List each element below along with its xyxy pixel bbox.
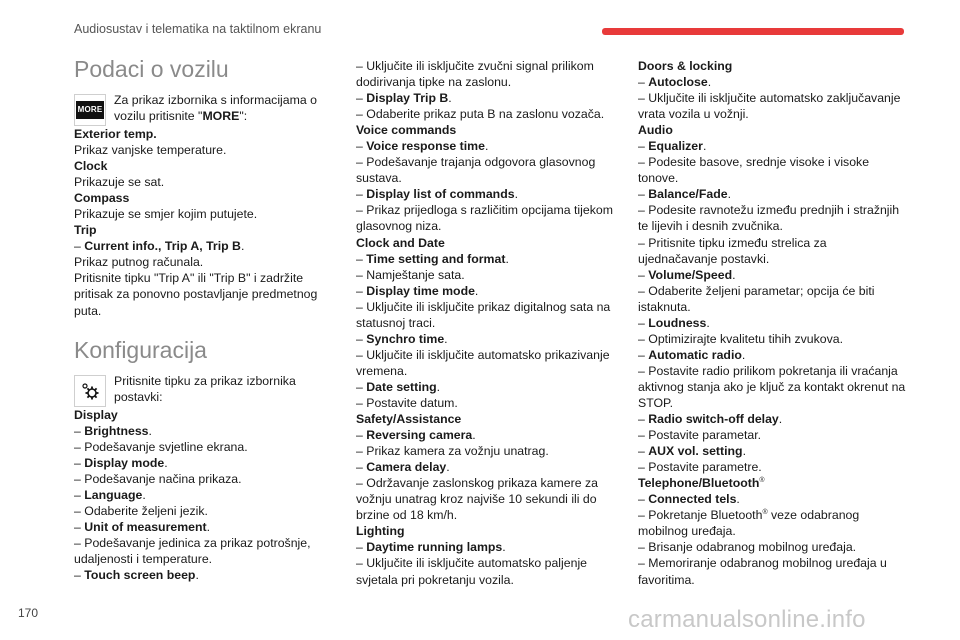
section-title-vehicle-data: Podaci o vozilu — [74, 56, 229, 82]
list-item: – Voice response time. — [356, 139, 489, 154]
list-item: Clock and Date — [356, 235, 445, 250]
config-intro-text: Pritisnite tipku za prikaz izbornika postavki: — [114, 373, 296, 404]
list-item: – Uključite ili isključite prikaz digitalnog sata na statusnoj traci. — [356, 299, 611, 330]
list-item: – Podešavanje jedinica za prikaz potrošnje, udaljenosti i temperature. — [74, 535, 311, 566]
list-item: Prikaz vanjske temperature. — [74, 143, 227, 158]
list-item: – Podešavanje trajanja odgovora glasovnog sustava. — [356, 155, 596, 186]
list-item: Display — [74, 407, 118, 422]
list-item: – Održavanje zaslonskog prikaza kamere za vožnju unatrag kroz najviše 10 sekundi ili do brzine od 18 km/h. — [356, 476, 598, 523]
list-item: – Time setting and format. — [356, 251, 509, 266]
list-item: – Autoclose. — [638, 75, 712, 90]
list-item: – Uključite ili isključite zvučni signal prilikom dodirivanja tipke na zaslonu. — [356, 59, 594, 90]
settings-gear-icon — [74, 375, 106, 407]
list-item: – Pokretanje Bluetooth® veze odabranog mobilnog uređaja. — [638, 508, 860, 539]
list-item: – Postavite parametre. — [638, 460, 762, 475]
list-item: – Equalizer. — [638, 139, 707, 154]
list-item: Clock — [74, 159, 108, 174]
config-intro-row — [74, 373, 329, 407]
list-item: – Automatic radio. — [638, 347, 746, 362]
list-item: – Display time mode. — [356, 283, 479, 298]
list-item: Doors & locking — [638, 59, 733, 73]
more-icon-label: MORE — [76, 101, 105, 119]
list-item: – Postavite datum. — [356, 395, 458, 410]
list-item: – Date setting. — [356, 379, 441, 394]
more-intro-text: Za prikaz izbornika s informacijama o vozilu pritisnite "MORE": — [114, 93, 317, 124]
list-item: – Touch screen beep. — [74, 568, 199, 583]
list-item: Lighting — [356, 524, 405, 539]
list-item: – Optimizirajte kvalitetu tihih zvukova. — [638, 331, 844, 346]
list-item: – Podesite basove, srednje visoke i visoke tonove. — [638, 155, 870, 186]
more-button-icon — [74, 94, 106, 126]
list-item: – Prikaz prijedloga s različitim opcijama tijekom glasovnog niza. — [356, 203, 613, 234]
list-item: – Prikaz kamera za vožnju unatrag. — [356, 444, 549, 459]
watermark: carmanualsonline.info — [628, 606, 866, 633]
list-item: – Namještanje sata. — [356, 267, 465, 282]
list-item: – Connected tels. — [638, 492, 740, 507]
settings-list-col3 — [638, 58, 908, 588]
list-item: – Balance/Fade. — [638, 187, 731, 202]
page-number: 170 — [18, 606, 39, 620]
list-item: – Camera delay. — [356, 460, 450, 475]
list-item: – Odaberite željeni jezik. — [74, 503, 208, 518]
list-item: – Podešavanje načina prikaza. — [74, 471, 242, 486]
header-accent-bar — [602, 28, 904, 35]
list-item: Trip — [74, 223, 97, 238]
section-title-configuration: Konfiguracija — [74, 336, 207, 363]
list-item: – Display list of commands. — [356, 187, 518, 202]
list-item: – AUX vol. setting. — [638, 444, 746, 459]
list-item: Pritisnite tipku "Trip A" ili "Trip B" i zadržite pritisak za ponovno postavljanje predmetnog puta. — [74, 271, 318, 318]
list-item: – Display mode. — [74, 455, 168, 470]
column-1 — [74, 56, 329, 583]
list-item: – Podešavanje svjetline ekrana. — [74, 439, 248, 454]
list-item: Voice commands — [356, 123, 457, 138]
configuration-list — [74, 407, 329, 584]
list-item: – Unit of measurement. — [74, 519, 210, 534]
column-2 — [356, 58, 618, 588]
list-item: Safety/Assistance — [356, 412, 462, 427]
list-item: Prikaz putnog računala. — [74, 255, 204, 270]
list-item: – Postavite parametar. — [638, 428, 762, 443]
list-item: – Display Trip B. — [356, 91, 452, 106]
list-item: Compass — [74, 191, 130, 206]
list-item: – Odaberite prikaz puta B na zaslonu vozača. — [356, 107, 605, 122]
list-item: Telephone/Bluetooth® — [638, 476, 765, 491]
list-item: – Synchro time. — [356, 331, 448, 346]
list-item: Prikazuje se sat. — [74, 175, 165, 190]
list-item: – Brightness. — [74, 423, 152, 438]
list-item: – Language. — [74, 487, 146, 502]
list-item: Audio — [638, 123, 673, 138]
list-item: – Reversing camera. — [356, 428, 476, 443]
vehicle-data-list — [74, 126, 329, 319]
list-item: – Uključite ili isključite automatsko prikazivanje vremena. — [356, 347, 610, 378]
list-item: – Memoriranje odabranog mobilnog uređaja u favoritima. — [638, 556, 887, 587]
list-item: – Uključite ili isključite automatsko paljenje svjetala pri pokretanju vozila. — [356, 556, 588, 587]
running-header: Audiosustav i telematika na taktilnom ekranu — [74, 22, 322, 36]
list-item: – Current info., Trip A, Trip B. — [74, 239, 245, 254]
list-item: – Uključite ili isključite automatsko zaključavanje vrata vozila u vožnji. — [638, 91, 901, 122]
list-item: – Brisanje odabranog mobilnog uređaja. — [638, 540, 857, 555]
list-item: – Pritisnite tipku između strelica za ujednačavanje postavki. — [638, 235, 827, 266]
settings-list-col2 — [356, 58, 618, 588]
more-intro-row — [74, 92, 329, 126]
column-3 — [638, 58, 908, 588]
list-item: Exterior temp. — [74, 127, 157, 141]
list-item: – Odaberite željeni parametar; opcija će biti istaknuta. — [638, 283, 875, 314]
list-item: – Volume/Speed. — [638, 267, 736, 282]
list-item: Prikazuje se smjer kojim putujete. — [74, 207, 258, 222]
list-item: – Postavite radio prilikom pokretanja ili vraćanja aktivnog stanja ako je ključ za kontakt okrenut na STOP. — [638, 363, 906, 410]
list-item: – Loudness. — [638, 315, 710, 330]
list-item: – Radio switch-off delay. — [638, 412, 783, 427]
list-item: – Podesite ravnotežu između prednjih i stražnjih te lijevih i desnih zvučnika. — [638, 203, 900, 234]
list-item: – Daytime running lamps. — [356, 540, 506, 555]
